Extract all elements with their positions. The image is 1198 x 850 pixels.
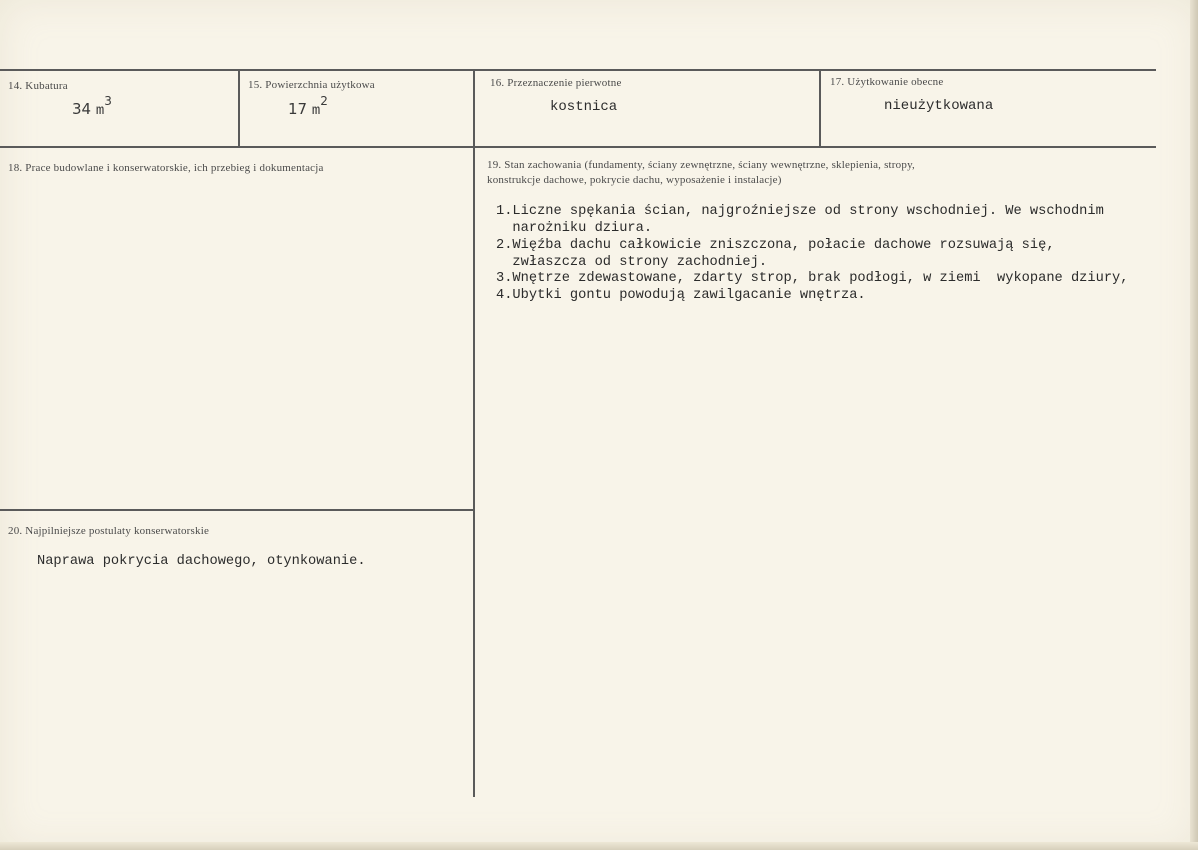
field-16-value: kostnica xyxy=(550,99,618,115)
card-edge-bottom xyxy=(0,842,1198,850)
field-14-number: 34 xyxy=(72,100,92,118)
field-19-label-line1: 19. Stan zachowania (fundamenty, ściany zewnętrzne, ściany wewnętrzne, sklepienia, stropy, xyxy=(487,159,916,171)
field-14-value xyxy=(72,94,112,119)
condition-line-3: 2.Więźba dachu całkowicie zniszczona, połacie dachowe rozsuwają się, xyxy=(496,238,1055,253)
section-rule-18-20 xyxy=(0,509,474,511)
field-19-label-line2: konstrukcje dachowe, pokrycie dachu, wyposażenie i instalacje) xyxy=(487,174,782,186)
field-20-value: Naprawa pokrycia dachowego, otynkowanie. xyxy=(37,554,366,569)
field-15-value xyxy=(288,94,328,119)
divider-14-15 xyxy=(238,70,240,147)
condition-line-4: zwłaszcza od strony zachodniej. xyxy=(496,255,768,270)
field-16-label: 16. Przeznaczenie pierwotne xyxy=(490,77,622,89)
condition-line-1: 1.Liczne spękania ścian, najgroźniejsze od strony wschodniej. We wschodnim xyxy=(496,204,1104,219)
field-14-unit: m xyxy=(95,103,105,119)
field-15-exponent: 2 xyxy=(320,94,328,108)
field-15-label: 15. Powierzchnia użytkowa xyxy=(248,79,375,91)
divider-main xyxy=(473,70,475,797)
condition-line-2: narożniku dziura. xyxy=(496,221,653,236)
field-18-label: 18. Prace budowlane i konserwatorskie, ich przebieg i dokumentacja xyxy=(8,162,324,174)
top-rule xyxy=(0,69,1156,71)
field-14-exponent: 3 xyxy=(104,94,112,108)
divider-16-17 xyxy=(819,70,821,147)
condition-line-5: 3.Wnętrze zdewastowane, zdarty strop, brak podłogi, w ziemi wykopane dziury, xyxy=(496,271,1129,286)
condition-line-6: 4.Ubytki gontu powodują zawilgacanie wnętrza. xyxy=(496,288,866,303)
field-17-value: nieużytkowana xyxy=(884,98,994,114)
field-15-number: 17 xyxy=(288,100,308,118)
field-14-label: 14. Kubatura xyxy=(8,80,68,92)
card-edge-right xyxy=(1190,0,1198,850)
field-17-label: 17. Użytkowanie obecne xyxy=(830,76,944,88)
row-rule xyxy=(0,146,1156,148)
field-15-unit: m xyxy=(311,103,321,119)
field-20-label: 20. Najpilniejsze postulaty konserwatorskie xyxy=(8,525,210,537)
